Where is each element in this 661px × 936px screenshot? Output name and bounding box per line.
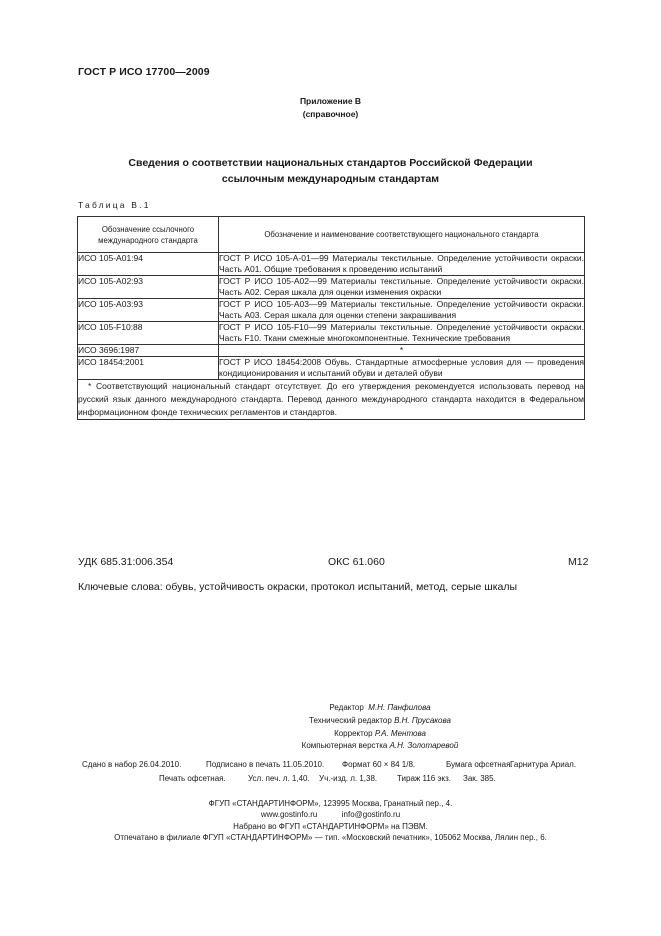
imprint-submitted: Сдано в набор 26.04.2010. (82, 760, 182, 769)
national-standard: ГОСТ Р ИСО 105-А03—99 Материалы текстильные. Определение устойчивости окраски. Часть А03. Серая шкала для оценки степени закрашивания (219, 299, 584, 320)
imprint-order: Зак. 385. (463, 774, 496, 783)
national-standard: * (219, 345, 585, 357)
international-code: ИСО 105-F10:88 (78, 322, 219, 345)
table-row (78, 276, 585, 299)
table-row (78, 357, 585, 380)
classification-code: М12 (568, 556, 589, 568)
table-row (78, 345, 585, 357)
credits (230, 702, 530, 753)
publisher-typeset: Набрано во ФГУП «СТАНДАРТИНФОРМ» на ПЭВМ. (233, 821, 428, 831)
annex-subtitle: (справочное) (302, 109, 359, 119)
table-footnote: * Соответствующий национальный стандарт отсутствует. До его утверждения рекомендуется использовать перевод на русский язык данного международного стандарта. Перевод данного международного стандарта находится в Федеральном информационном фонде технических регламентов и стандартов. (78, 380, 585, 420)
national-standard: ГОСТ Р ИСО 18454:2008 Обувь. Стандартные атмосферные условия для — проведения кондиционирования и испытаний обуви и деталей обуви (219, 357, 584, 378)
standards-table (77, 216, 585, 420)
header-international-standard: Обозначение ссылочного международного стандарта (78, 217, 219, 253)
international-code: ИСО 105-А01:94 (78, 253, 219, 276)
international-code: ИСО 105-А03:93 (78, 299, 219, 322)
imprint-run: Тираж 116 экз. (397, 774, 452, 783)
oks-code: ОКС 61.060 (328, 556, 385, 568)
imprint-signed: Подписано в печать 11.05.2010. (206, 760, 325, 769)
document-id: ГОСТ Р ИСО 17700—2009 (78, 66, 210, 78)
publisher-web[interactable]: www.gostinfo.ru (260, 810, 318, 820)
imprint-format: Формат 60 × 84 1/8. (342, 760, 416, 769)
credit-corrector (230, 728, 530, 741)
credit-editor (230, 702, 530, 715)
publisher-address: ФГУП «СТАНДАРТИНФОРМ», 123995 Москва, Гранатный пер., 4. (208, 799, 453, 808)
credit-layout (230, 740, 530, 753)
table-header-row (78, 217, 585, 253)
national-standard: ГОСТ Р ИСО 105-А02—99 Материалы текстильные. Определение устойчивости окраски. Часть А02. Серая шкала для оценки изменения окраски (219, 276, 584, 297)
international-code: ИСО 3696:1987 (78, 345, 219, 357)
section-heading-line2: ссылочным международным стандартам (221, 173, 440, 185)
imprint-edition-sheets: Уч.-изд. л. 1,38. (319, 774, 378, 783)
corrector-name: Р.А. Ментова (374, 728, 426, 738)
layout-label: Компьютерная верстка (301, 741, 388, 751)
layout-name: А.Н. Золотаревой (389, 741, 459, 751)
imprint-sheets: Усл. печ. л. 1,40. (248, 774, 310, 783)
imprint-typeface: Гарнитура Ариал. (510, 760, 577, 769)
keywords: Ключевые слова: обувь, устойчивость окраски, протокол испытаний, метод, серые шкалы (78, 581, 518, 593)
table-footnote-row (78, 380, 585, 420)
tech-editor-name: В.Н. Прусакова (394, 715, 451, 725)
table-row (78, 253, 585, 276)
national-standard: ГОСТ Р ИСО 105-F10—99 Материалы текстильные. Определение устойчивости окраски. Часть F10. Ткани смежные многокомпонентные. Технические требования (219, 322, 584, 343)
imprint-paper: Бумага офсетная. (446, 760, 513, 769)
udk-code: УДК 685.31:006.354 (78, 556, 174, 568)
publisher-contacts (0, 809, 661, 820)
header-national-standard: Обозначение и наименование соответствующего национального стандарта (219, 217, 585, 253)
publisher-printed: Отпечатано в филиале ФГУП «СТАНДАРТИНФОРМ» — тип. «Московский печатник», 105062 Москва, Лялин пер., 6. (114, 833, 547, 843)
publisher-block (0, 798, 661, 844)
table-label: Таблица В.1 (78, 200, 151, 210)
imprint-print: Печать офсетная. (159, 774, 226, 783)
credit-tech-editor (230, 715, 530, 728)
national-standard: ГОСТ Р ИСО 105-А-01—99 Материалы текстильные. Определение устойчивости окраски. Часть А01. Общие требования к проведению испытаний (219, 253, 584, 274)
publisher-email[interactable]: info@gostinfo.ru (341, 810, 401, 820)
annex-title: Приложение В (299, 96, 362, 106)
editor-label: Редактор (329, 703, 364, 712)
corrector-label: Корректор (334, 728, 373, 738)
international-code: ИСО 18454:2001 (78, 357, 219, 380)
editor-name: М.Н. Панфилова (368, 703, 431, 712)
international-code: ИСО 105-А02:93 (78, 276, 219, 299)
table-row (78, 299, 585, 322)
tech-editor-label: Технический редактор (309, 715, 392, 725)
table-row (78, 322, 585, 345)
section-heading-line1: Сведения о соответствии национальных стандартов Российской Федерации (128, 157, 533, 169)
